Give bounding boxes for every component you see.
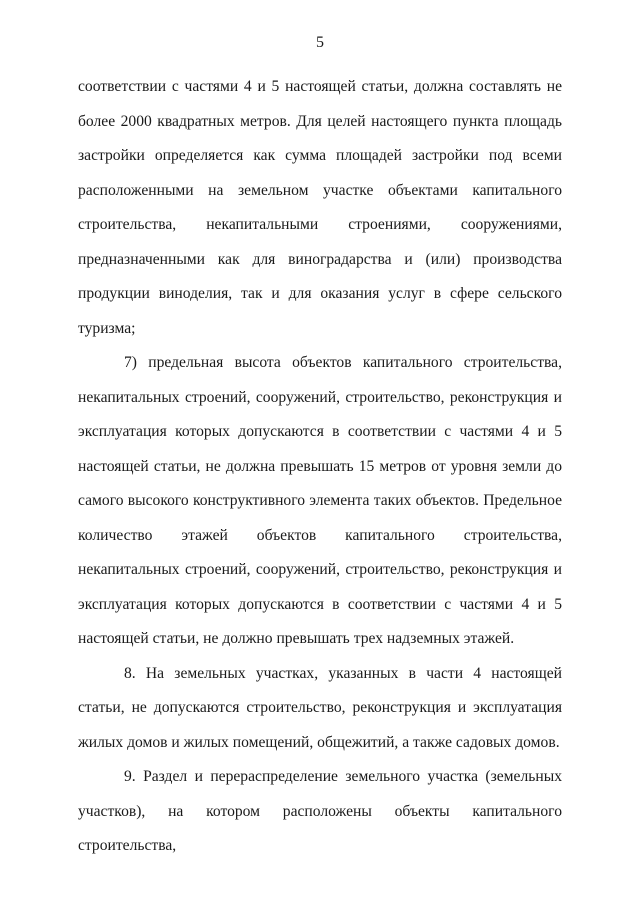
paragraph-continuation: соответствии с частями 4 и 5 настоящей статьи, должна составлять не более 2000 квадратных метров. Для целей настоящего пункта площадь застройки определяется как сумма площадей застройки под всеми расположенными на земельном участке объектами капитального строительства, некапитальными строениями, сооружениями, предназначенными как для виноградарства и (или) производства продукции виноделия, так и для оказания услуг в сфере сельского туризма;: [78, 78, 562, 337]
document-body: [78, 70, 562, 864]
paragraph-item-7: 7) предельная высота объектов капитального строительства, некапитальных строений, сооружений, строительство, реконструкция и эксплуатация которых допускаются в соответствии с частями 4 и 5 настоящей статьи, не должна превышать 15 метров от уровня земли до самого высокого конструктивного элемента таких объектов. Предельное количество этажей объектов капитального строительства, некапитальных строений, сооружений, строительство, реконструкция и эксплуатация которых допускаются в соответствии с частями 4 и 5 настоящей статьи, не должно превышать трех надземных этажей.: [78, 354, 562, 647]
page-number: 5: [316, 34, 324, 51]
paragraph-part-9: 9. Раздел и перераспределение земельного участка (земельных участков), на котором расположены объекты капитального строительства,: [78, 768, 562, 854]
paragraph-part-8: 8. На земельных участках, указанных в части 4 настоящей статьи, не допускаются строительство, реконструкция и эксплуатация жилых домов и жилых помещений, общежитий, а также садовых домов.: [78, 664, 562, 751]
